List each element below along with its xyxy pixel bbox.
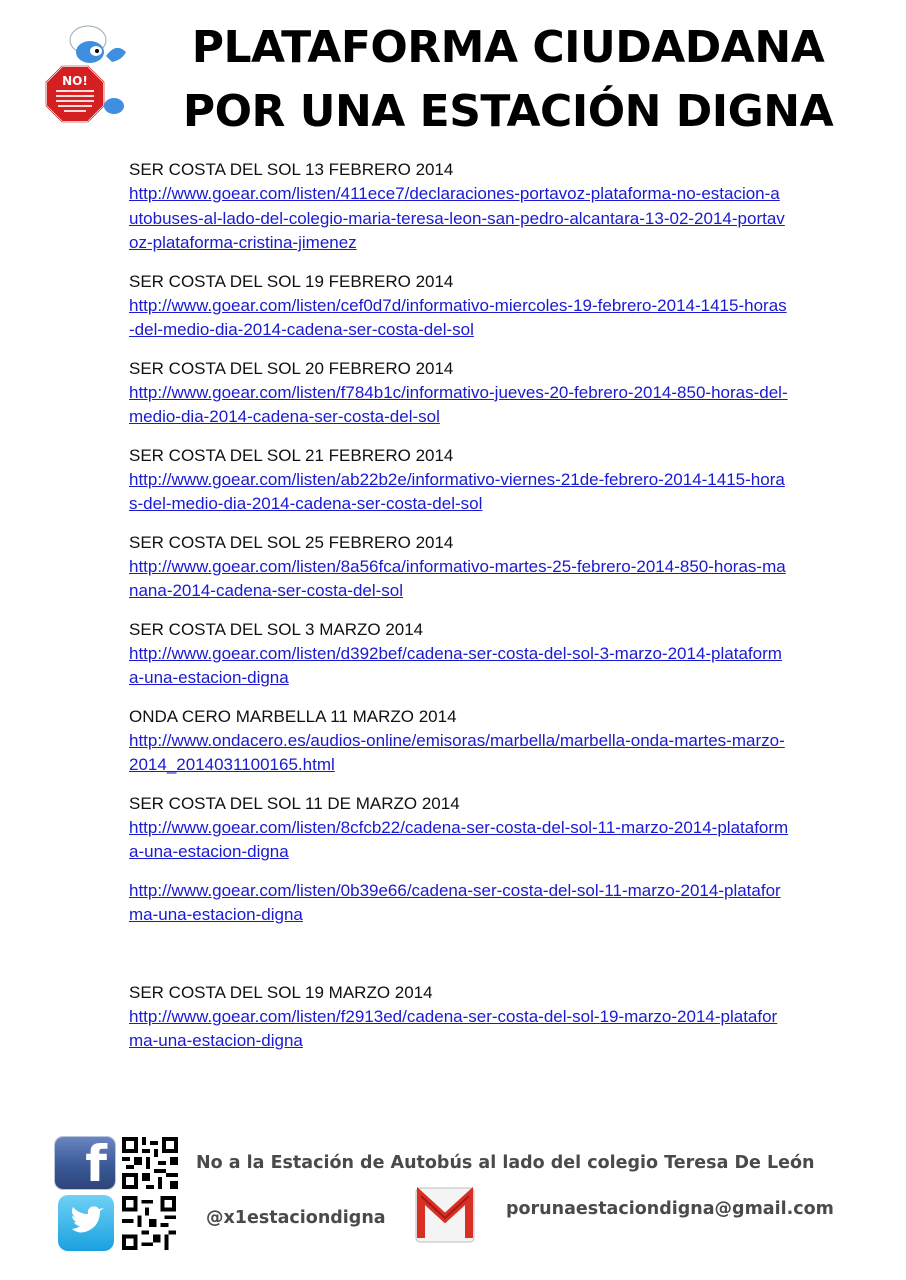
entry-link[interactable]: http://www.goear.com/listen/f2913ed/cadena-ser-costa-del-sol-19-marzo-2014-plataforma-una-estacion-digna <box>129 1006 778 1050</box>
page-title <box>150 16 866 144</box>
entry-link[interactable]: http://www.goear.com/listen/f784b1c/informativo-jueves-20-febrero-2014-850-horas-del-medio-dia-2014-cadena-ser-costa-del-sol <box>129 382 788 426</box>
entry-label: SER COSTA DEL SOL 11 DE MARZO 2014 <box>129 793 460 813</box>
list-item <box>129 705 789 778</box>
entry-link[interactable]: http://www.goear.com/listen/0b39e66/cadena-ser-costa-del-sol-11-marzo-2014-plataforma-una-estacion-digna <box>129 880 781 924</box>
list-item <box>129 792 789 865</box>
facebook-glyph: f <box>85 1135 107 1193</box>
gmail-icon[interactable] <box>415 1186 475 1244</box>
list-item <box>129 270 789 343</box>
twitter-bird-icon <box>58 1195 114 1251</box>
entry-label: SER COSTA DEL SOL 21 FEBRERO 2014 <box>129 445 454 465</box>
title-line-1: PLATAFORMA CIUDADANA <box>191 22 825 73</box>
entry-link[interactable]: http://www.goear.com/listen/ab22b2e/informativo-viernes-21de-febrero-2014-1415-horas-del-medio-dia-2014-cadena-ser-costa-del-sol <box>129 469 785 513</box>
media-links-list <box>129 158 789 1054</box>
entry-label: SER COSTA DEL SOL 19 MARZO 2014 <box>129 982 433 1002</box>
twitter-icon[interactable] <box>58 1195 114 1251</box>
entry-label: SER COSTA DEL SOL 13 FEBRERO 2014 <box>129 160 454 179</box>
smurf-stop-sign-logo <box>44 22 136 130</box>
entry-link[interactable]: http://www.goear.com/listen/cef0d7d/informativo-miercoles-19-febrero-2014-1415-horas-del-medio-dia-2014-cadena-ser-costa-del-sol <box>129 295 787 339</box>
entry-link[interactable]: http://www.goear.com/listen/8cfcb22/cadena-ser-costa-del-sol-11-marzo-2014-plataforma-una-estacion-digna <box>129 817 789 861</box>
list-item <box>129 618 789 691</box>
twitter-handle[interactable]: @x1estaciondigna <box>206 1208 386 1228</box>
entry-label: SER COSTA DEL SOL 3 MARZO 2014 <box>129 619 424 639</box>
title-line-2: POR UNA ESTACIÓN DIGNA <box>182 86 834 137</box>
qr-code-icon <box>122 1137 178 1189</box>
list-item <box>129 531 789 604</box>
list-item <box>129 879 789 928</box>
footer-slogan: No a la Estación de Autobús al lado del colegio Teresa De León <box>196 1153 815 1173</box>
list-item <box>129 357 789 430</box>
entry-label: ONDA CERO MARBELLA 11 MARZO 2014 <box>129 706 457 726</box>
entry-link[interactable]: http://www.goear.com/listen/411ece7/declaraciones-portavoz-plataforma-no-estacion-autobuses-al-lado-del-colegio-maria-teresa-leon-san-pedro-alcantara-13-02-2014-portavoz-plataforma-cristina-jimenez <box>129 184 785 252</box>
contact-email[interactable]: porunaestaciondigna@gmail.com <box>506 1199 834 1219</box>
logo-text: NO! <box>62 74 88 88</box>
list-item <box>129 444 789 517</box>
list-item <box>129 981 789 1054</box>
facebook-icon[interactable] <box>55 1135 115 1193</box>
entry-label: SER COSTA DEL SOL 20 FEBRERO 2014 <box>129 358 454 378</box>
entry-label: SER COSTA DEL SOL 19 FEBRERO 2014 <box>129 271 454 291</box>
entry-link[interactable]: http://www.goear.com/listen/8a56fca/informativo-martes-25-febrero-2014-850-horas-manana-2014-cadena-ser-costa-del-sol <box>129 556 786 600</box>
entry-label: SER COSTA DEL SOL 25 FEBRERO 2014 <box>129 532 454 552</box>
entry-link[interactable]: http://www.goear.com/listen/d392bef/cadena-ser-costa-del-sol-3-marzo-2014-plataforma-una-estacion-digna <box>129 643 782 687</box>
list-item <box>129 158 789 256</box>
qr-code-icon <box>122 1196 176 1250</box>
entry-link[interactable]: http://www.ondacero.es/audios-online/emisoras/marbella/marbella-onda-martes-marzo-2014_2014031100165.html <box>129 730 785 774</box>
